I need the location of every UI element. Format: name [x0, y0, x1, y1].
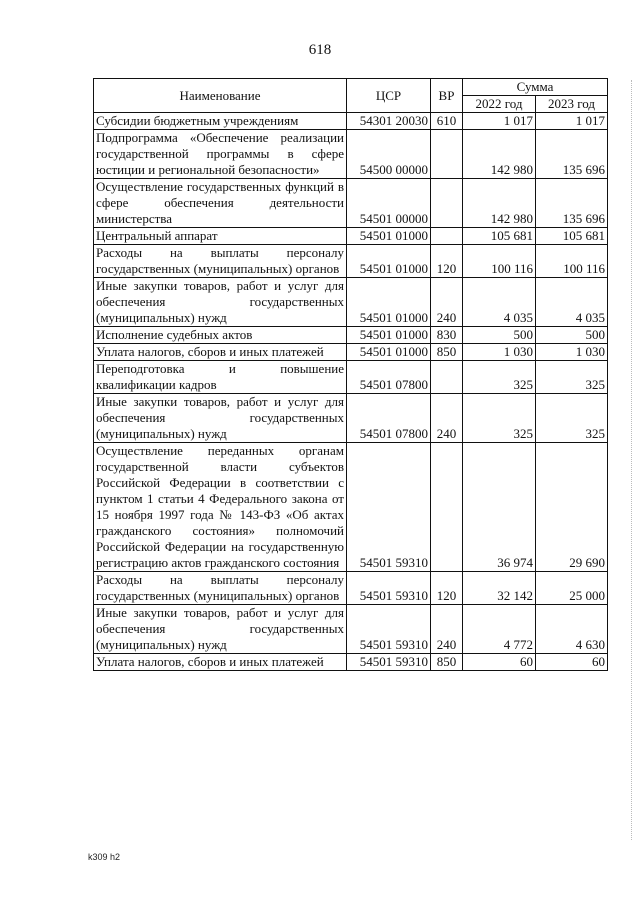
- table-row: [94, 130, 608, 179]
- row-csr: 54501 07800: [347, 361, 431, 394]
- row-vr: 610: [431, 113, 463, 130]
- table-row: [94, 443, 608, 572]
- table-row: [94, 394, 608, 443]
- table-row: [94, 344, 608, 361]
- row-sum-2023: 1 030: [536, 344, 608, 361]
- row-sum-2023: 105 681: [536, 228, 608, 245]
- row-vr: 120: [431, 245, 463, 278]
- table-row: [94, 228, 608, 245]
- row-vr: 240: [431, 605, 463, 654]
- row-csr: 54501 01000: [347, 327, 431, 344]
- row-vr: 240: [431, 278, 463, 327]
- table-row: [94, 605, 608, 654]
- row-name: Иные закупки товаров, работ и услуг для обеспечения государственных (муниципальных) нужд: [94, 394, 347, 443]
- row-sum-2023: 29 690: [536, 443, 608, 572]
- row-csr: 54501 07800: [347, 394, 431, 443]
- table-row: [94, 361, 608, 394]
- row-name: Иные закупки товаров, работ и услуг для обеспечения государственных (муниципальных) нужд: [94, 278, 347, 327]
- row-name: Переподготовка и повышение квалификации кадров: [94, 361, 347, 394]
- row-name: Уплата налогов, сборов и иных платежей: [94, 654, 347, 671]
- row-vr: 120: [431, 572, 463, 605]
- footer-code: k309 h2: [88, 852, 121, 862]
- row-sum-2023: 325: [536, 361, 608, 394]
- table-row: [94, 113, 608, 130]
- row-sum-2022: 4 772: [463, 605, 536, 654]
- row-name: Иные закупки товаров, работ и услуг для обеспечения государственных (муниципальных) нужд: [94, 605, 347, 654]
- row-name: Осуществление переданных органам государственной власти субъектов Российской Федерации в соответствии с пунктом 1 статьи 4 Федерального закона от 15 ноября 1997 года № 143-ФЗ «Об актах гражданского состояния» полномочий Российской Федерации на государственную регистрацию актов гражданского состояния: [94, 443, 347, 572]
- table-row: [94, 654, 608, 671]
- table-row: [94, 179, 608, 228]
- row-csr: 54501 59310: [347, 605, 431, 654]
- table-row: [94, 278, 608, 327]
- row-name: Осуществление государственных функций в сфере обеспечения деятельности министерства: [94, 179, 347, 228]
- row-vr: [431, 228, 463, 245]
- row-csr: 54501 01000: [347, 228, 431, 245]
- row-vr: [431, 361, 463, 394]
- row-sum-2022: 4 035: [463, 278, 536, 327]
- table-row: [94, 327, 608, 344]
- row-name: Подпрограмма «Обеспечение реализации государственной программы в сфере юстиции и региональной безопасности»: [94, 130, 347, 179]
- row-vr: 240: [431, 394, 463, 443]
- row-sum-2023: 4 035: [536, 278, 608, 327]
- row-name: Центральный аппарат: [94, 228, 347, 245]
- row-name: Исполнение судебных актов: [94, 327, 347, 344]
- row-sum-2023: 135 696: [536, 179, 608, 228]
- row-sum-2022: 500: [463, 327, 536, 344]
- row-sum-2022: 1 017: [463, 113, 536, 130]
- table-row: [94, 572, 608, 605]
- row-sum-2023: 325: [536, 394, 608, 443]
- row-csr: 54501 01000: [347, 344, 431, 361]
- row-vr: [431, 443, 463, 572]
- row-sum-2022: 60: [463, 654, 536, 671]
- row-csr: 54501 00000: [347, 179, 431, 228]
- column-header-2023: 2023 год: [536, 96, 608, 113]
- row-sum-2022: 32 142: [463, 572, 536, 605]
- column-header-name: Наименование: [94, 79, 347, 113]
- row-csr: 54500 00000: [347, 130, 431, 179]
- row-sum-2023: 135 696: [536, 130, 608, 179]
- row-name: Расходы на выплаты персоналу государственных (муниципальных) органов: [94, 245, 347, 278]
- row-sum-2023: 4 630: [536, 605, 608, 654]
- row-vr: 850: [431, 654, 463, 671]
- column-header-vr: ВР: [431, 79, 463, 113]
- row-csr: 54501 59310: [347, 572, 431, 605]
- row-sum-2023: 1 017: [536, 113, 608, 130]
- row-csr: 54501 01000: [347, 278, 431, 327]
- row-csr: 54501 59310: [347, 654, 431, 671]
- row-sum-2022: 100 116: [463, 245, 536, 278]
- row-csr: 54501 59310: [347, 443, 431, 572]
- row-csr: 54301 20030: [347, 113, 431, 130]
- row-vr: 830: [431, 327, 463, 344]
- row-vr: [431, 179, 463, 228]
- row-vr: 850: [431, 344, 463, 361]
- row-name: Уплата налогов, сборов и иных платежей: [94, 344, 347, 361]
- table-row: [94, 245, 608, 278]
- row-sum-2022: 1 030: [463, 344, 536, 361]
- header-row: [94, 79, 608, 96]
- row-name: Расходы на выплаты персоналу государственных (муниципальных) органов: [94, 572, 347, 605]
- row-sum-2023: 60: [536, 654, 608, 671]
- row-sum-2022: 36 974: [463, 443, 536, 572]
- column-header-csr: ЦСР: [347, 79, 431, 113]
- row-sum-2022: 325: [463, 394, 536, 443]
- budget-table: [93, 78, 608, 671]
- row-sum-2022: 325: [463, 361, 536, 394]
- row-csr: 54501 01000: [347, 245, 431, 278]
- row-sum-2022: 142 980: [463, 130, 536, 179]
- row-sum-2023: 500: [536, 327, 608, 344]
- column-header-2022: 2022 год: [463, 96, 536, 113]
- row-sum-2023: 100 116: [536, 245, 608, 278]
- row-sum-2022: 142 980: [463, 179, 536, 228]
- row-sum-2022: 105 681: [463, 228, 536, 245]
- page-number: 618: [308, 42, 332, 58]
- row-vr: [431, 130, 463, 179]
- scan-edge-mark: [630, 80, 632, 840]
- column-header-sum: Сумма: [463, 79, 608, 96]
- row-sum-2023: 25 000: [536, 572, 608, 605]
- row-name: Субсидии бюджетным учреждениям: [94, 113, 347, 130]
